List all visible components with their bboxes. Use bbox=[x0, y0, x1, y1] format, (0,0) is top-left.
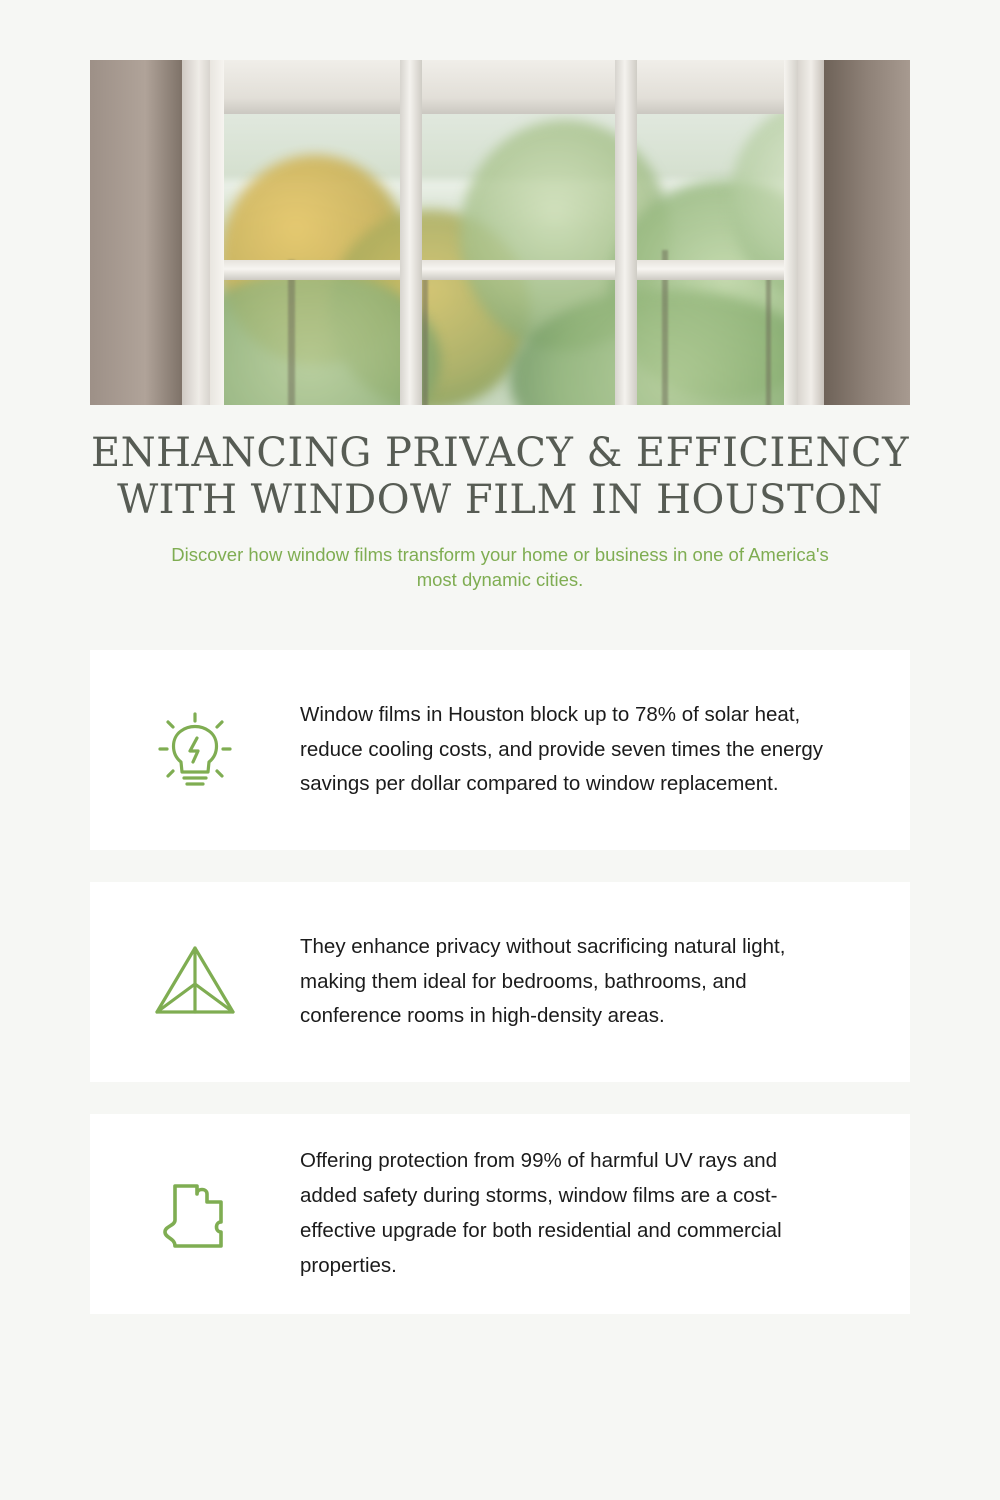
puzzle-piece-icon bbox=[90, 1164, 300, 1264]
hero-scene bbox=[90, 60, 910, 405]
window-mullion-vertical bbox=[615, 60, 637, 405]
window-mullion-vertical bbox=[400, 60, 422, 405]
page-title: ENHANCING PRIVACY & EFFICIENCY WITH WINDOW FILM IN HOUSTON bbox=[90, 430, 910, 524]
window-frame-left bbox=[210, 60, 224, 405]
tree-trunk bbox=[422, 270, 428, 405]
info-card bbox=[90, 1114, 910, 1314]
wall-right bbox=[824, 60, 910, 405]
info-card-text: Window films in Houston block up to 78% of solar heat, reduce cooling costs, and provide seven times the energy savings per dollar compared to window replacement. bbox=[300, 702, 824, 796]
info-card-text: Offering protection from 99% of harmful UV rays and added safety during storms, window films are a cost-effective upgrade for both residential and commercial properties. bbox=[300, 1149, 782, 1277]
page-subtitle: Discover how window films transform your home or business in one of America's most dynamic cities. bbox=[171, 544, 829, 590]
window-casing-right bbox=[798, 60, 824, 405]
window-head-frame bbox=[210, 60, 798, 114]
window-frame-right bbox=[784, 60, 798, 405]
info-card-text: They enhance privacy without sacrificing natural light, making them ideal for bedrooms, bathrooms, and conference rooms in high-density areas. bbox=[300, 934, 786, 1028]
window-glass bbox=[210, 60, 798, 405]
info-card bbox=[90, 882, 910, 1082]
tree-trunk bbox=[766, 275, 771, 405]
tree-trunk bbox=[288, 260, 295, 405]
info-card bbox=[90, 650, 910, 850]
pyramid-icon bbox=[90, 932, 300, 1032]
window-casing-left bbox=[182, 60, 210, 405]
wall-left bbox=[90, 60, 182, 405]
hero-image bbox=[90, 60, 910, 405]
window-mullion-horizontal bbox=[210, 260, 798, 280]
lightbulb-bolt-icon bbox=[90, 700, 300, 800]
